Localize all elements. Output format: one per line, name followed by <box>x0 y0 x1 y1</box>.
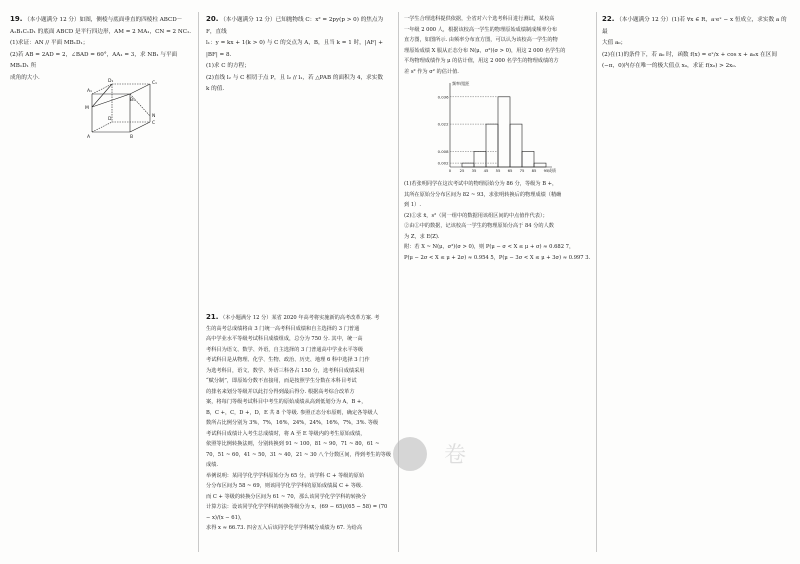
vertex-label: A <box>87 135 91 140</box>
question-text: 差 s² 作为 σ² 的估计值. <box>404 68 459 75</box>
question-number: 21. <box>206 313 219 321</box>
question-text: (1)若张明同学在这次考试中的物理原始分为 86 分，等级为 B +， <box>404 181 558 187</box>
vertex-label: D₁ <box>108 79 114 84</box>
question-text: （本小题满分 12 分）已知抛物线 C：x² = 2py(p > 0) 的焦点为 F，直线 <box>206 17 384 35</box>
question-text: （本小题满分 12 分）如图，侧棱与底面垂直的四棱柱 ABCD－ <box>24 17 183 23</box>
question-number: 19. <box>10 15 23 23</box>
question-text: (2)直线 l₂ 与 C 相切于点 P，且 l₂ // l₁，若 △PAB 的面积为 4，求实数 <box>206 74 383 81</box>
question-text: (−π，0)内存在唯一的极大值点 x₀，求证 f(x₀) > 2x₀. <box>602 63 737 69</box>
question-text: P(μ − 2σ < X ≤ μ + 2σ) ≈ 0.954 5，P(μ − 3σ < X ≤ μ + 3σ) ≈ 0.997 3. <box>404 254 591 261</box>
question-text: (1)求证：AN // 平面 MB₁D₁； <box>10 40 89 46</box>
question-number: 20. <box>206 15 219 23</box>
y-tick-label: 0.002 <box>437 160 449 166</box>
vertex-label: M <box>85 106 89 111</box>
question-text: 生的高考总成绩将由 3 门统一高考科目成绩和自主选择的 3 门普通 <box>206 325 360 332</box>
question-text: l₁：y = kx + 1(k > 0) 与 C 的交点为 A，B，且当 k = 1 时，|AF| + |BF| = 8. <box>206 40 383 58</box>
question-text: 成角的大小. <box>10 74 40 81</box>
histogram-bar <box>486 124 498 167</box>
question-text: B，C +，C，D +，D，E 共 8 个等级. 参照正态分布原则，确定各等级人 <box>206 409 378 416</box>
watermark-seal <box>392 426 476 482</box>
question-text: 为选考科目，语文、数学、外语三科各占 150 分，选考科目成绩采用 <box>206 367 365 374</box>
question-text: 一年级 2 000 人，根据该校高一学生的物理原始成绩制成频率分布 <box>404 26 558 33</box>
histogram-bar <box>522 151 534 167</box>
question-19 <box>10 14 194 140</box>
question-text: A₁B₁C₁D₁ 的底面 ABCD 是平行四边形，AM = 2 MA₁，CN = 2 NC₁. <box>10 28 192 35</box>
vertex-label: B <box>130 135 134 140</box>
question-22 <box>602 14 792 73</box>
histogram-bar <box>498 97 510 167</box>
question-text: 举例说明：某同学化学学科原始分为 65 分，该学科 C + 等级的原始 <box>206 472 365 479</box>
x-tick-label: 85 <box>531 168 537 173</box>
question-text: 成绩. <box>206 462 219 468</box>
question-text: 70，51 ~ 60，41 ~ 50，31 ~ 40，21 ~ 30 八个分数区间，得到考生的等级 <box>206 451 392 458</box>
question-text: 案，将每门等级考试科目中考生的原始成绩从高到低划分为 A，B +， <box>206 399 367 405</box>
x-tick-label: 0 <box>448 168 452 173</box>
question-text: (2)在(1)的条件下，若 a₀ 时，函数 f(x) = eˣ/x + cos x + a₀x 在区间 <box>602 51 777 58</box>
column-divider <box>198 12 199 552</box>
question-text: （本小题满分 12 分）(1)若 ∀x ∈ R，a·eˣ − x 恒成立，求实数 a 的最 <box>602 17 787 35</box>
watermark-text: 卷 <box>444 443 467 468</box>
question-text: 为 Z，求 E(Z). <box>404 233 440 240</box>
question-text: k 的值. <box>206 86 225 92</box>
question-text: (2)若 AB = 2AD = 2，∠BAD = 60°，AA₁ = 3，求 NB₁ 与平面 MB₁D₁ 所 <box>10 51 178 69</box>
vertex-label: D <box>108 117 112 122</box>
question-text: 其所在原始分分布区间为 82 ~ 93，求张明转换后的物理成绩（精确 <box>404 191 562 198</box>
y-tick-label: 0.022 <box>437 121 449 127</box>
question-text: (2)①求 x̄，s²（同一组中的数据用该组区间的中点值作代表）； <box>404 212 548 219</box>
vertex-label: B₁ <box>130 98 135 103</box>
histogram-bar <box>510 124 522 167</box>
y-tick-label: 0.008 <box>437 148 449 154</box>
vertex-label: A₁ <box>87 89 92 94</box>
question-text: 到 1）. <box>404 202 421 208</box>
question-text: 求得 x ≈ 66.73. 四舍五入后该同学化学学科赋分成绩为 67. 为给高 <box>206 525 363 531</box>
x-axis-label: 成绩 <box>548 168 556 173</box>
x-tick-label: 95 <box>543 168 549 173</box>
question-text: 理原始成绩 X 服从正态分布 N(μ，σ²)(σ > 0)，用这 2 000 名学生的 <box>404 47 566 54</box>
x-tick-label: 65 <box>507 168 513 173</box>
question-text: (1)求 C 的方程； <box>206 63 250 69</box>
question-text: 高中学业水平等级考试科目成绩组成，总分为 750 分. 其中，统一高 <box>206 336 363 342</box>
question-text: 平均物理成绩作为 μ 的估计值，用这 2 000 名学生的物理成绩的方 <box>404 58 559 64</box>
question-text: 一学生合理选科提供依据，全省对六个选考科目进行测试，某校高 <box>404 16 555 22</box>
question-number: 22. <box>602 15 615 23</box>
column-divider <box>596 12 597 552</box>
question-text: “赋分制”，即原始分数不直接用，而是按照学生分数在本科目考试 <box>206 378 357 384</box>
x-tick-label: 25 <box>459 168 465 173</box>
question-text: 依照等比例转换法则，分别转换到 91 ~ 100，81 ~ 90，71 ~ 80，61 ~ <box>206 441 380 447</box>
vertex-label: C <box>152 121 156 126</box>
x-tick-label: 35 <box>471 168 477 173</box>
x-tick-label: 55 <box>495 168 501 173</box>
question-21-continued <box>404 14 592 263</box>
question-21 <box>206 312 392 534</box>
histogram-bar <box>462 163 474 167</box>
question-text: 直方图，如图所示. 由频率分布直方图，可以认为该校高一学生的物 <box>404 37 558 43</box>
y-tick-label: 0.036 <box>437 94 449 100</box>
histogram-bar <box>534 163 546 167</box>
y-axis-label: 频率/组距 <box>452 81 470 86</box>
x-tick-label: 75 <box>519 168 525 173</box>
question-text: 的排名来划分等级并以此打分得到最后得分. 根据高考综合改革方 <box>206 388 355 395</box>
question-text: 而 C + 等级的转换分区间为 61 ~ 70，那么该同学化学学科的转换分 <box>206 493 367 500</box>
question-text: 大值 a₀； <box>602 40 627 46</box>
prism-figure <box>78 74 168 142</box>
question-text: 考科目为语文、数学、外语，自主选择的 3 门普通高中学业水平等级 <box>206 346 364 353</box>
x-tick-label: 45 <box>483 168 489 173</box>
question-text: 分分布区间为 58 ~ 69，则该同学化学学科的原始成绩属 C + 等级. <box>206 483 363 489</box>
question-text: （本小题满分 12 分）某省 2020 年高考将实施新的高考改革方案. 考 <box>220 315 380 321</box>
question-text: 考试科目成绩计入考生总成绩时，将 A 至 E 等级内的考生原始成绩， <box>206 430 366 437</box>
question-text: ②由①中的数据，记该校高一学生的物理原始分高于 84 分的人数 <box>404 223 554 229</box>
vertex-label: C₁ <box>152 81 157 86</box>
question-text: 考试科目是从物理、化学、生物、政治、历史、地理 6 科中选择 3 门作 <box>206 357 370 363</box>
question-text: 附：若 X ~ N(μ，σ²)(σ > 0)，则 P(μ − σ < X ≤ μ + σ) ≈ 0.682 7， <box>404 244 575 250</box>
frequency-histogram <box>428 79 558 179</box>
question-text: 数所占比例分别为 3%，7%，16%，24%，24%，16%，7%，3%. 等级 <box>206 420 379 426</box>
histogram-bar <box>474 151 486 167</box>
question-20 <box>206 14 392 96</box>
question-text: 计算方法：设该同学化学学科的转换等级分为 x，(69 − 65)/(65 − 58) = (70 − x)/(x − 61)， <box>206 504 388 521</box>
vertex-label: N <box>152 114 156 119</box>
